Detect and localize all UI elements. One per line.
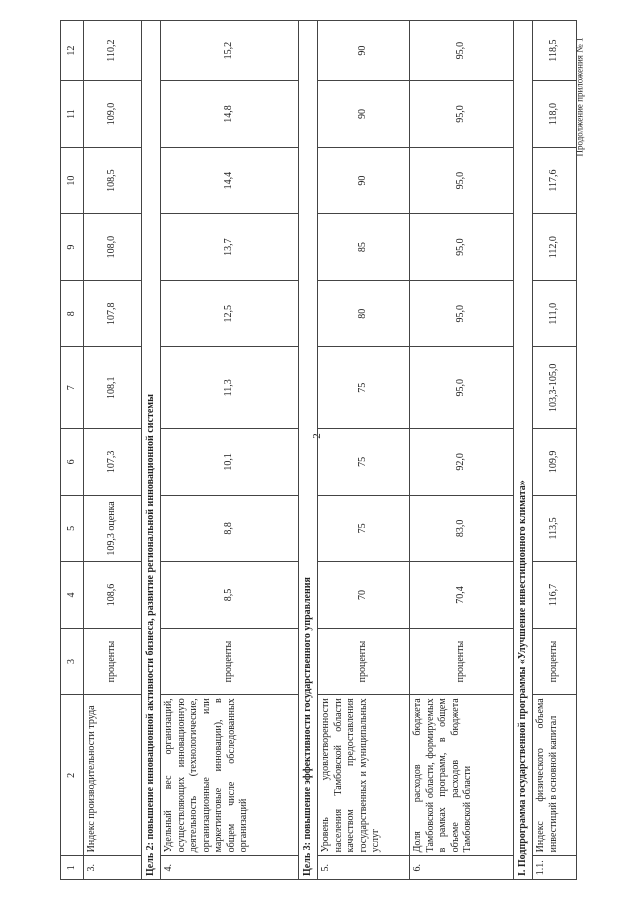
col-header: 4 [61, 562, 84, 629]
col-header: 1 [61, 856, 84, 880]
unit-cell: проценты [318, 628, 410, 695]
value-cell: 90 [318, 147, 410, 214]
indicator-name: Индекс производительности труда [84, 695, 142, 856]
value-cell: 103,3-105,0 [533, 347, 577, 429]
value-cell: 107,3 [84, 429, 142, 496]
value-cell: 95,0 [410, 214, 514, 281]
table-row [84, 21, 142, 880]
value-cell: 14,8 [161, 81, 299, 148]
col-header: 3 [61, 628, 84, 695]
value-cell: 95,0 [410, 147, 514, 214]
header-row [61, 21, 84, 880]
value-cell: 118,5 [533, 21, 577, 81]
value-cell: 90 [318, 81, 410, 148]
section-row [142, 21, 161, 880]
section-row [299, 21, 318, 880]
value-cell: 111,0 [533, 280, 577, 347]
row-number: 3. [84, 856, 142, 880]
value-cell: 95,0 [410, 21, 514, 81]
row-number: 4. [161, 856, 299, 880]
unit-cell: проценты [161, 628, 299, 695]
row-number: 6. [410, 856, 514, 880]
value-cell: 109,3 оценка [84, 495, 142, 562]
row-number: 5. [318, 856, 410, 880]
indicator-name: Доля расходов бюджета Тамбовской области, формируемых в рамках программ, в общем объеме расходов бюджета Тамбовской области [410, 695, 514, 856]
value-cell: 90 [318, 21, 410, 81]
value-cell: 113,5 [533, 495, 577, 562]
indicator-name: Удельный вес организаций, осуществляющих инновационную деятельность (технологические, организационные или маркетинговые инновации), в общем числе обследованных организаций [161, 695, 299, 856]
value-cell: 75 [318, 495, 410, 562]
col-header: 8 [61, 280, 84, 347]
section-title: Цель 2: повышение инновационной активности бизнеса, развитие региональной инновационной системы [142, 21, 161, 880]
col-header: 9 [61, 214, 84, 281]
table-row [533, 21, 577, 880]
value-cell: 75 [318, 347, 410, 429]
row-number: 1.1. [533, 856, 577, 880]
col-header: 11 [61, 81, 84, 148]
value-cell: 10,1 [161, 429, 299, 496]
value-cell: 109,9 [533, 429, 577, 496]
value-cell: 75 [318, 429, 410, 496]
value-cell: 109,0 [84, 81, 142, 148]
value-cell: 95,0 [410, 81, 514, 148]
section-row [514, 21, 533, 880]
continuation-note: Продолжение приложения № 1 [574, 37, 585, 157]
value-cell: 117,6 [533, 147, 577, 214]
value-cell: 108,5 [84, 147, 142, 214]
value-cell: 80 [318, 280, 410, 347]
value-cell: 112,0 [533, 214, 577, 281]
section-title: Цель 3: повышение эффективности государственного управления [299, 21, 318, 880]
table-body [84, 21, 577, 880]
unit-cell: проценты [410, 628, 514, 695]
value-cell: 12,5 [161, 280, 299, 347]
value-cell: 108,0 [84, 214, 142, 281]
indicators-table [60, 20, 577, 880]
table-row [410, 21, 514, 880]
col-header: 10 [61, 147, 84, 214]
value-cell: 70,4 [410, 562, 514, 629]
value-cell: 14,4 [161, 147, 299, 214]
value-cell: 13,7 [161, 214, 299, 281]
value-cell: 8,8 [161, 495, 299, 562]
value-cell: 70 [318, 562, 410, 629]
page-number: 2 [310, 433, 323, 439]
section-title: I. Подпрограмма государственной программы «Улучшение инвестиционного климата» [514, 21, 533, 880]
value-cell: 11,3 [161, 347, 299, 429]
value-cell: 95,0 [410, 347, 514, 429]
col-header: 2 [61, 695, 84, 856]
unit-cell: проценты [533, 628, 577, 695]
value-cell: 92,0 [410, 429, 514, 496]
value-cell: 95,0 [410, 280, 514, 347]
value-cell: 118,0 [533, 81, 577, 148]
value-cell: 110,2 [84, 21, 142, 81]
col-header: 5 [61, 495, 84, 562]
table-row [318, 21, 410, 880]
rotated-table-container [60, 20, 570, 880]
value-cell: 85 [318, 214, 410, 281]
value-cell: 15,2 [161, 21, 299, 81]
col-header: 7 [61, 347, 84, 429]
indicator-name: Индекс физического объема инвестиций в основной капитал [533, 695, 577, 856]
value-cell: 108,1 [84, 347, 142, 429]
col-header: 12 [61, 21, 84, 81]
indicator-name: Уровень удовлетворенности населения Тамбовской области качеством предоставления государственных и муниципальных услуг [318, 695, 410, 856]
value-cell: 107,8 [84, 280, 142, 347]
col-header: 6 [61, 429, 84, 496]
value-cell: 83,0 [410, 495, 514, 562]
table-row [161, 21, 299, 880]
value-cell: 116,7 [533, 562, 577, 629]
unit-cell: проценты [84, 628, 142, 695]
value-cell: 108,6 [84, 562, 142, 629]
value-cell: 8,5 [161, 562, 299, 629]
